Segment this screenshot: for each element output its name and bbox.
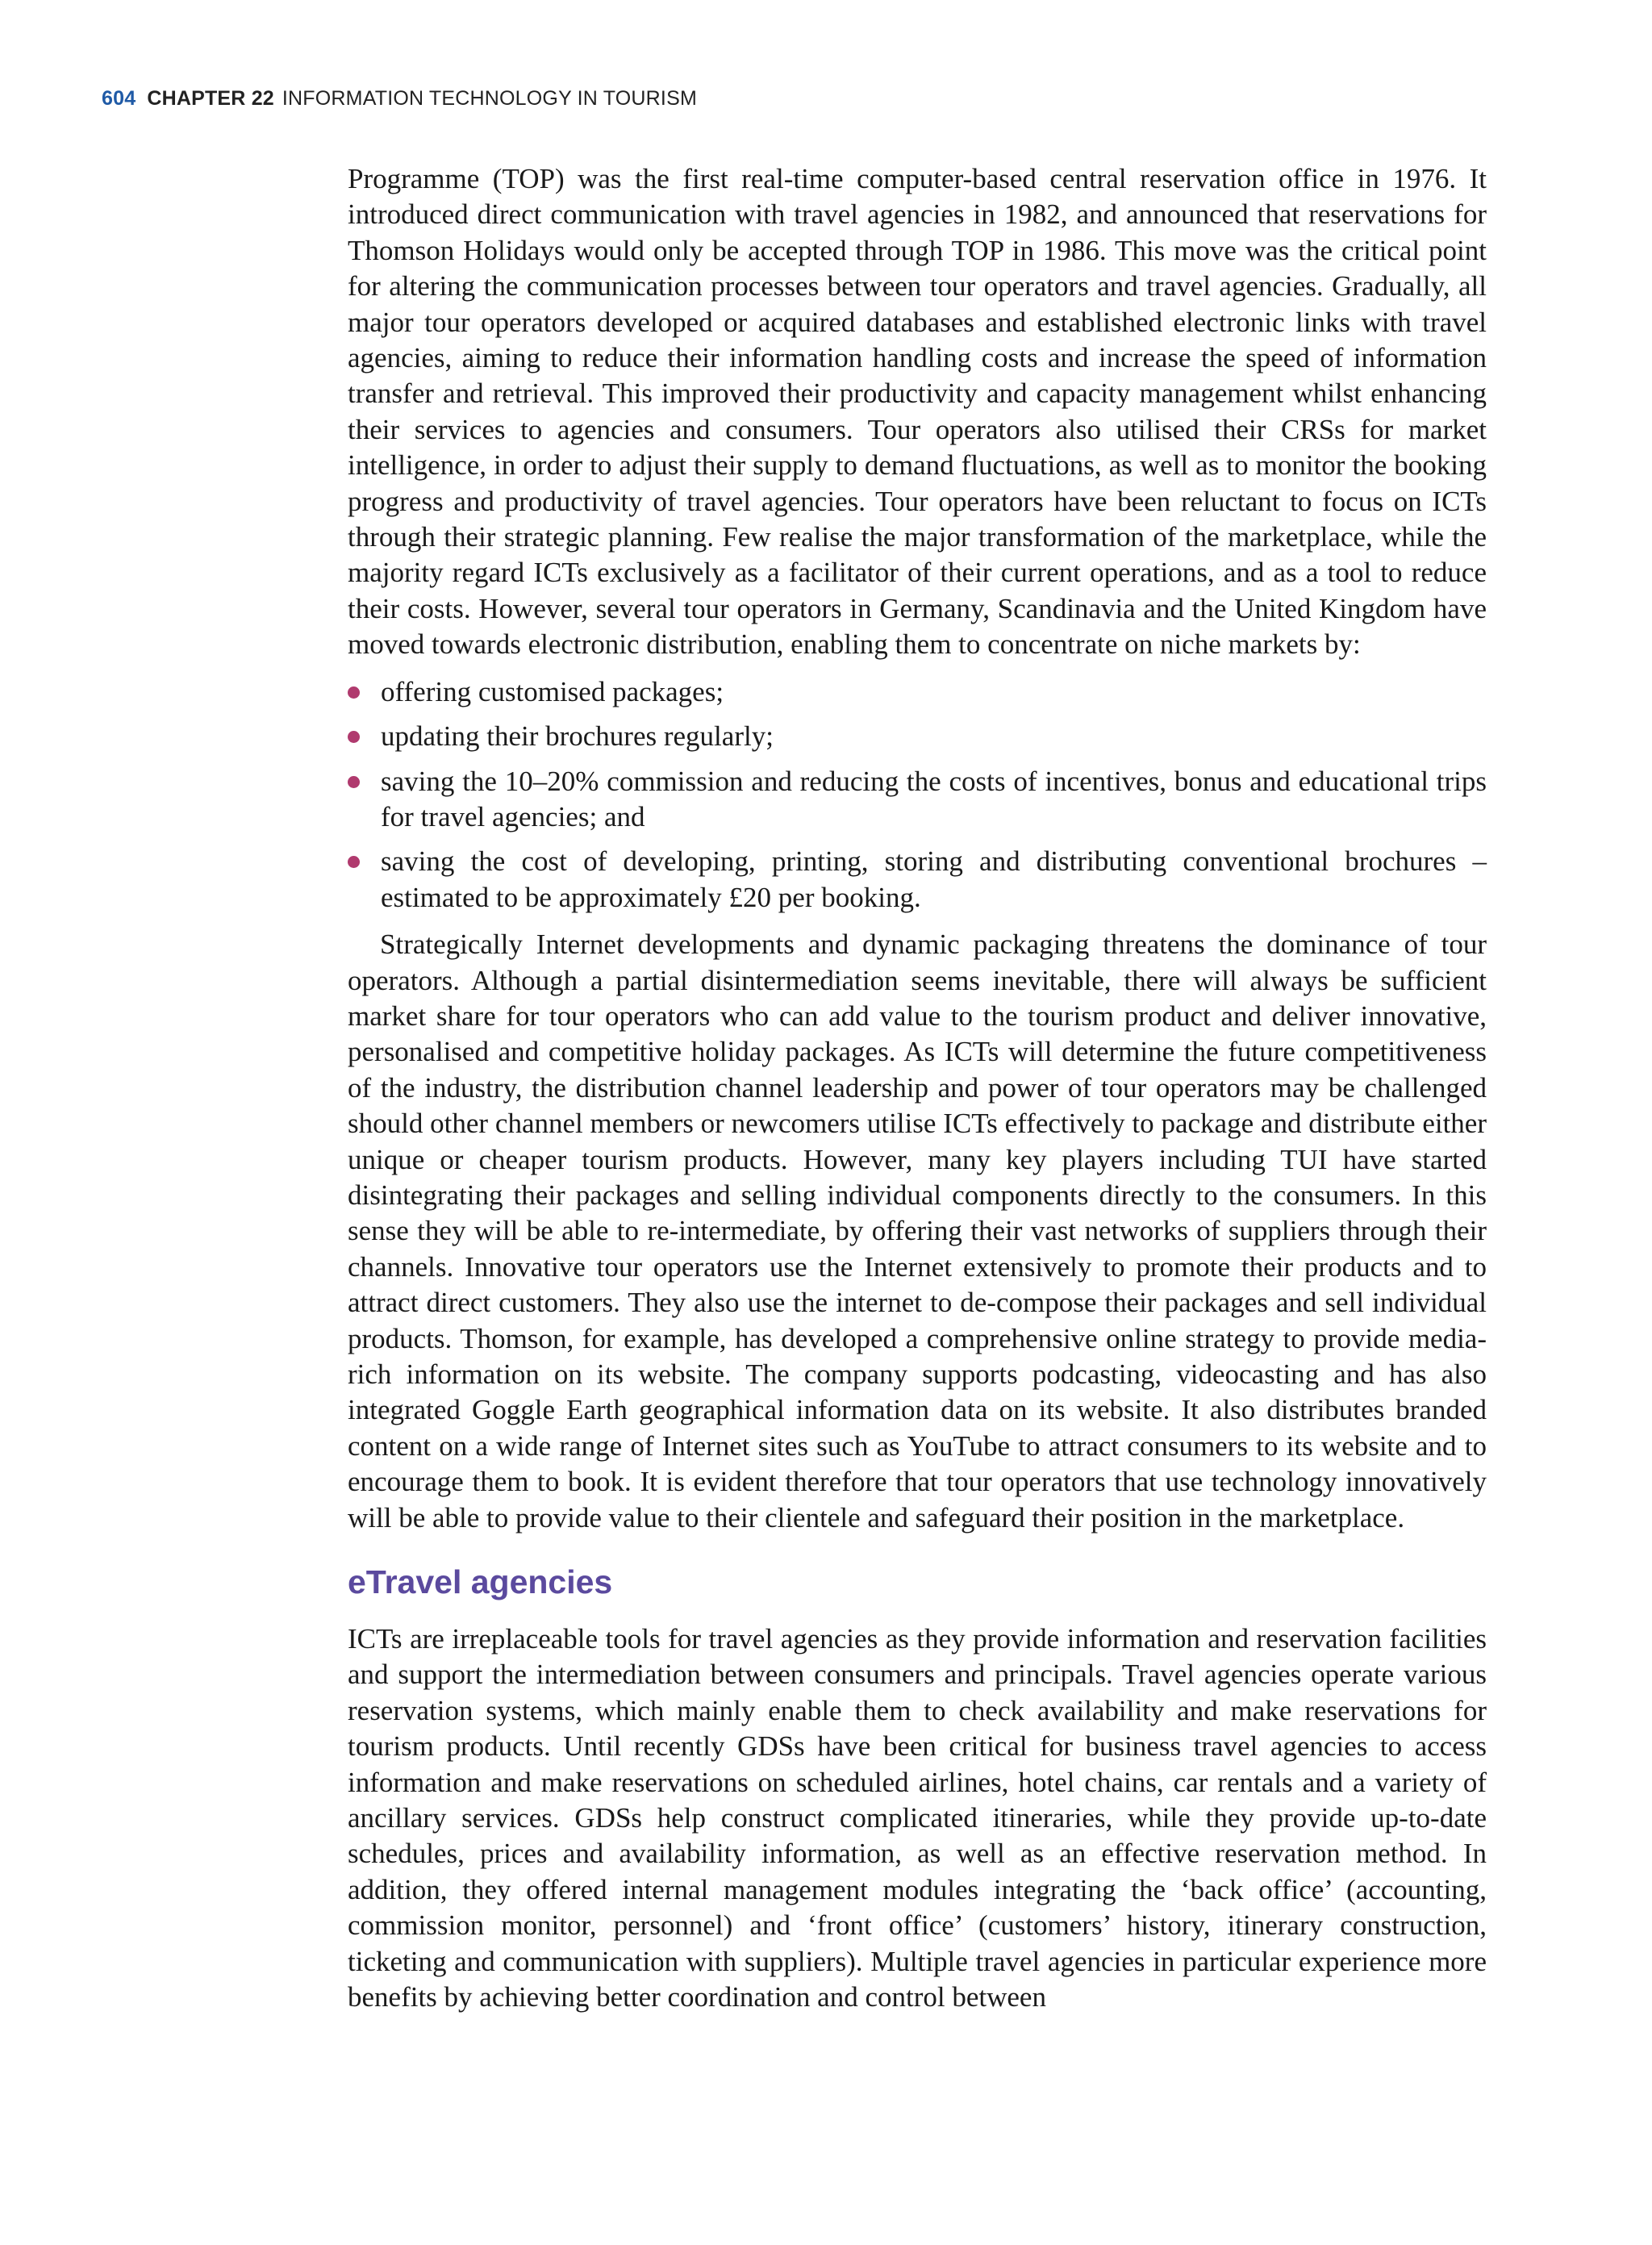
bullet-icon bbox=[348, 731, 360, 743]
bullet-text: offering customised packages; bbox=[381, 675, 724, 707]
paragraph-etravel-agencies: ICTs are irreplaceable tools for travel agencies as they provide information and reservation facilities and support the intermediation between consumers and principals. Travel agencies operate various reservation systems, which mainly enable them to check availability and make reservations for tourism products. Until recently GDSs have been critical for business travel agencies to access information and make reservations on scheduled airlines, hotel chains, car rentals and a variety of ancillary services. GDSs help construct complicated itineraries, while they provide up-to-date schedules, prices and availability information, as well as an effective reservation method. In addition, they offered internal management modules integrating the ‘back office’ (accounting, commission monitor, personnel) and ‘front office’ (customers’ history, itinerary construction, ticketing and communication with suppliers). Multiple travel agencies in particular experience more benefits by achieving better coordination and control between bbox=[348, 1623, 1487, 2013]
chapter-title: INFORMATION TECHNOLOGY IN TOURISM bbox=[282, 87, 697, 110]
chapter-label: CHAPTER 22 bbox=[147, 87, 274, 110]
bullet-text: updating their brochures regularly; bbox=[381, 720, 774, 753]
bullet-item bbox=[348, 764, 1487, 836]
paragraph-internet-developments: Strategically Internet developments and dynamic packaging threatens the dominance of tour operators. Although a partial disintermediation seems inevitable, there will always be sufficient market share for tour operators who can add value to the tourism product and deliver innovative, personalised and competitive holiday packages. As ICTs will determine the future competitiveness of the industry, the distribution channel leadership and power of tour operators may be challenged should other channel members or newcomers utilise ICTs effectively to package and distribute either unique or cheaper tourism products. However, many key players including TUI have started disintegrating their packages and selling individual components directly to the consumers. In this sense they will be able to re-intermediate, by offering their vast networks of suppliers through their channels. Innovative tour operators use the Internet extensively to promote their products and to attract direct customers. They also use the internet to de-compose their packages and sell individual products. Thomson, for example, has developed a comprehensive online strategy to provide media-rich information on its website. The company supports podcasting, videocasting and has also integrated Goggle Earth geographical information data on its website. It also distributes branded content on a wide range of Internet sites such as YouTube to attract consumers to its website and to encourage them to book. It is evident therefore that tour operators that use technology innovatively will be able to provide value to their clientele and safeguard their position in the marketplace. bbox=[348, 928, 1487, 1534]
bullet-list bbox=[348, 674, 1487, 916]
bullet-icon bbox=[348, 856, 360, 868]
bullet-icon bbox=[348, 776, 360, 788]
main-text bbox=[348, 161, 1487, 2016]
bullet-item bbox=[348, 674, 1487, 710]
section-heading: eTravel agencies bbox=[348, 1563, 613, 1601]
bullet-item bbox=[348, 719, 1487, 754]
running-header bbox=[102, 87, 697, 111]
bullet-icon bbox=[348, 686, 360, 699]
page-number: 604 bbox=[102, 87, 136, 110]
bullet-item bbox=[348, 844, 1487, 916]
paragraph-tour-operators: Programme (TOP) was the first real-time computer-based central reservation office in 1976. It introduced direct communication with travel agencies in 1982, and announced that reservations for Thomson Holidays would only be accepted through TOP in 1986. This move was the critical point for altering the communication processes between tour operators and travel agencies. Gradually, all major tour operators developed or acquired databases and established electronic links with travel agencies, aiming to reduce their information handling costs and increase the speed of information transfer and retrieval. This improved their productivity and capacity management whilst enhancing their services to agencies and consumers. Tour operators also utilised their CRSs for market intelligence, in order to adjust their supply to demand fluctuations, as well as to monitor the booking progress and productivity of travel agencies. Tour operators have been reluctant to focus on ICTs through their strategic planning. Few realise the major transformation of the marketplace, while the majority regard ICTs exclusively as a facilitator of their current operations, and as a tool to reduce their costs. However, several tour operators in Germany, Scandinavia and the United Kingdom have moved towards electronic distribution, enabling them to concentrate on niche markets by: bbox=[348, 163, 1487, 661]
bullet-text: saving the 10–20% commission and reducing the costs of incentives, bonus and educational trips for travel agencies; and bbox=[381, 765, 1487, 832]
bullet-text: saving the cost of developing, printing, storing and distributing conventional brochures – estimated to be approximately £20 per booking. bbox=[381, 845, 1487, 913]
